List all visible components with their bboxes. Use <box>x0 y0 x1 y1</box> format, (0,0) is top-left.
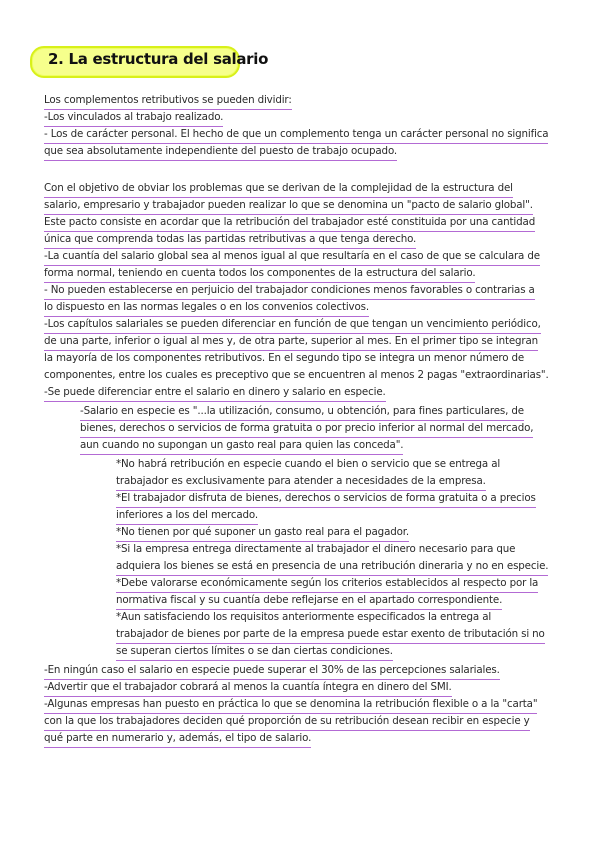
text-line: la mayoría de los componentes retributivos. En el segundo tipo se integra un menor número de <box>44 352 525 364</box>
text-line: *El trabajador disfruta de bienes, derechos o servicios de forma gratuita o a precios <box>116 490 536 508</box>
text-line: *No habrá retribución en especie cuando el bien o servicio que se entrega al <box>116 458 501 470</box>
text-line: -Salario en especie es "...la utilización, consumo, u obtención, para fines particulares, de <box>80 403 524 421</box>
page-title: 2. La estructura del salario <box>48 50 269 68</box>
text-line: trabajador es exclusivamente para atender a necesidades de la empresa. <box>116 473 486 491</box>
text-line: forma normal, teniendo en cuenta todos los componentes de la estructura del salario. <box>44 265 475 283</box>
text-line: Los complementos retributivos se pueden dividir: <box>44 92 292 110</box>
text-line: -Advertir que el trabajador cobrará al menos la cuantía íntegra en dinero del SMI. <box>44 679 452 697</box>
text-line: *Aun satisfaciendo los requisitos anteriormente especificados la entrega al <box>116 611 492 623</box>
text-line: se superan ciertos límites o se dan ciertas condiciones. <box>116 643 393 661</box>
text-line: -La cuantía del salario global sea al menos igual al que resultaría en el caso de que se calculara de <box>44 248 540 266</box>
text-line: trabajador de bienes por parte de la empresa puede estar exento de tributación si no <box>116 626 545 644</box>
text-line: normativa fiscal y su cuantía debe reflejarse en el apartado correspondiente. <box>116 592 502 610</box>
text-line: -En ningún caso el salario en especie puede superar el 30% de las percepciones salariales. <box>44 662 500 680</box>
text-line: *Si la empresa entrega directamente al trabajador el dinero necesario para que <box>116 543 516 555</box>
text-line: componentes, entre los cuales es preceptivo que se encuentren al menos 2 pagas "extraordinarias". <box>44 369 549 381</box>
text-line: -Los vinculados al trabajo realizado. <box>44 109 223 127</box>
text-line: *Debe valorarse económicamente según los criterios establecidos al respecto por la <box>116 575 538 593</box>
text-line: -Algunas empresas han puesto en práctica lo que se denomina la retribución flexible o a la "carta" <box>44 696 537 714</box>
text-line: *No tienen por qué suponer un gasto real para el pagador. <box>116 524 409 542</box>
text-line: qué parte en numerario y, además, el tipo de salario. <box>44 730 311 748</box>
text-line: salario, empresario y trabajador pueden realizar lo que se denomina un "pacto de salario global". <box>44 197 533 215</box>
text-line: -Los capítulos salariales se pueden diferenciar en función de que tengan un vencimiento periódico, <box>44 316 541 334</box>
text-line: -Se puede diferenciar entre el salario en dinero y salario en especie. <box>44 384 386 402</box>
text-line: Con el objetivo de obviar los problemas que se derivan de la complejidad de la estructura del <box>44 180 513 198</box>
text-line: Este pacto consiste en acordar que la retribución del trabajador esté constituida por una cantidad <box>44 214 535 232</box>
text-line: única que comprenda todas las partidas retributivas a que tenga derecho. <box>44 231 416 249</box>
text-line: que sea absolutamente independiente del puesto de trabajo ocupado. <box>44 143 397 161</box>
text-line: - Los de carácter personal. El hecho de que un complemento tenga un carácter personal no significa <box>44 126 548 144</box>
text-line: adquiera los bienes se está en presencia de una retribución dineraria y no en especie. <box>116 558 548 576</box>
text-line: inferiores a los del mercado. <box>116 507 258 525</box>
text-line: lo dispuesto en las normas legales o en los convenios colectivos. <box>44 299 369 317</box>
text-line: aun cuando no supongan un gasto real para quien las conceda". <box>80 437 403 455</box>
text-line: bienes, derechos o servicios de forma gratuita o por precio inferior al normal del mercado, <box>80 420 533 438</box>
text-line: - No pueden establecerse en perjuicio del trabajador condiciones menos favorables o contrarias a <box>44 282 535 300</box>
text-line: de una parte, inferior o igual al mes y, de otra parte, superior al mes. En el primer tipo se integran <box>44 333 538 351</box>
text-line: con la que los trabajadores deciden qué proporción de su retribución desean recibir en especie y <box>44 713 530 731</box>
